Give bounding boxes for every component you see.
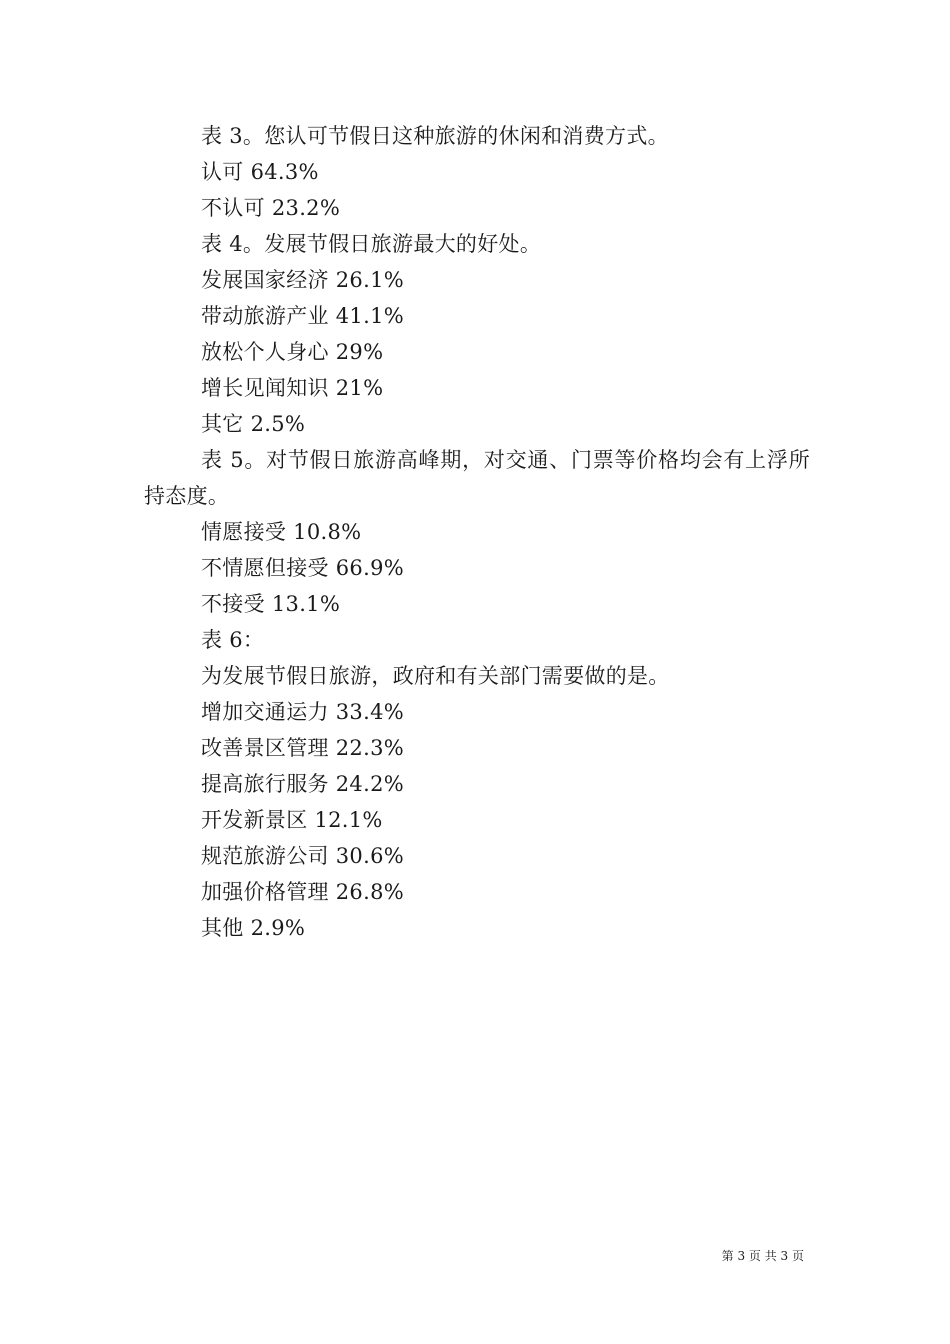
table4-item-relax: 放松个人身心 29% xyxy=(201,340,384,364)
table4-item-other: 其它 2.5% xyxy=(201,412,306,436)
table6-item-price-management: 加强价格管理 26.8% xyxy=(201,880,404,904)
table5-item-willing: 情愿接受 10.8% xyxy=(201,520,362,544)
table6-item-scenic-management: 改善景区管理 22.3% xyxy=(201,736,404,760)
table6-item-other: 其他 2.9% xyxy=(201,916,306,940)
table5-item-reject: 不接受 13.1% xyxy=(201,592,341,616)
table4-title: 表 4。发展节假日旅游最大的好处。 xyxy=(201,232,542,256)
table6-item-transport: 增加交通运力 33.4% xyxy=(201,700,404,724)
table4-item-industry: 带动旅游产业 41.1% xyxy=(201,304,404,328)
table6-subtitle: 为发展节假日旅游，政府和有关部门需要做的是。 xyxy=(201,664,670,688)
table6-item-travel-service: 提高旅行服务 24.2% xyxy=(201,772,404,796)
table3-item-disapprove: 不认可 23.2% xyxy=(201,196,341,220)
table4-item-knowledge: 增长见闻知识 21% xyxy=(201,376,384,400)
table6-title: 表 6： xyxy=(201,628,265,652)
page-number-footer: 第 3 页 共 3 页 xyxy=(721,1249,804,1263)
table6-item-new-scenic: 开发新景区 12.1% xyxy=(201,808,383,832)
table6-item-regulate-agencies: 规范旅游公司 30.6% xyxy=(201,844,404,868)
table3-item-approve: 认可 64.3% xyxy=(201,160,319,184)
document-body xyxy=(144,118,810,946)
table3-title: 表 3。您认可节假日这种旅游的休闲和消费方式。 xyxy=(201,124,669,148)
table4-item-economy: 发展国家经济 26.1% xyxy=(201,268,404,292)
table5-item-reluctant: 不情愿但接受 66.9% xyxy=(201,556,404,580)
table5-title: 表 5。对节假日旅游高峰期，对交通、门票等价格均会有上浮所持态度。 xyxy=(144,448,810,508)
